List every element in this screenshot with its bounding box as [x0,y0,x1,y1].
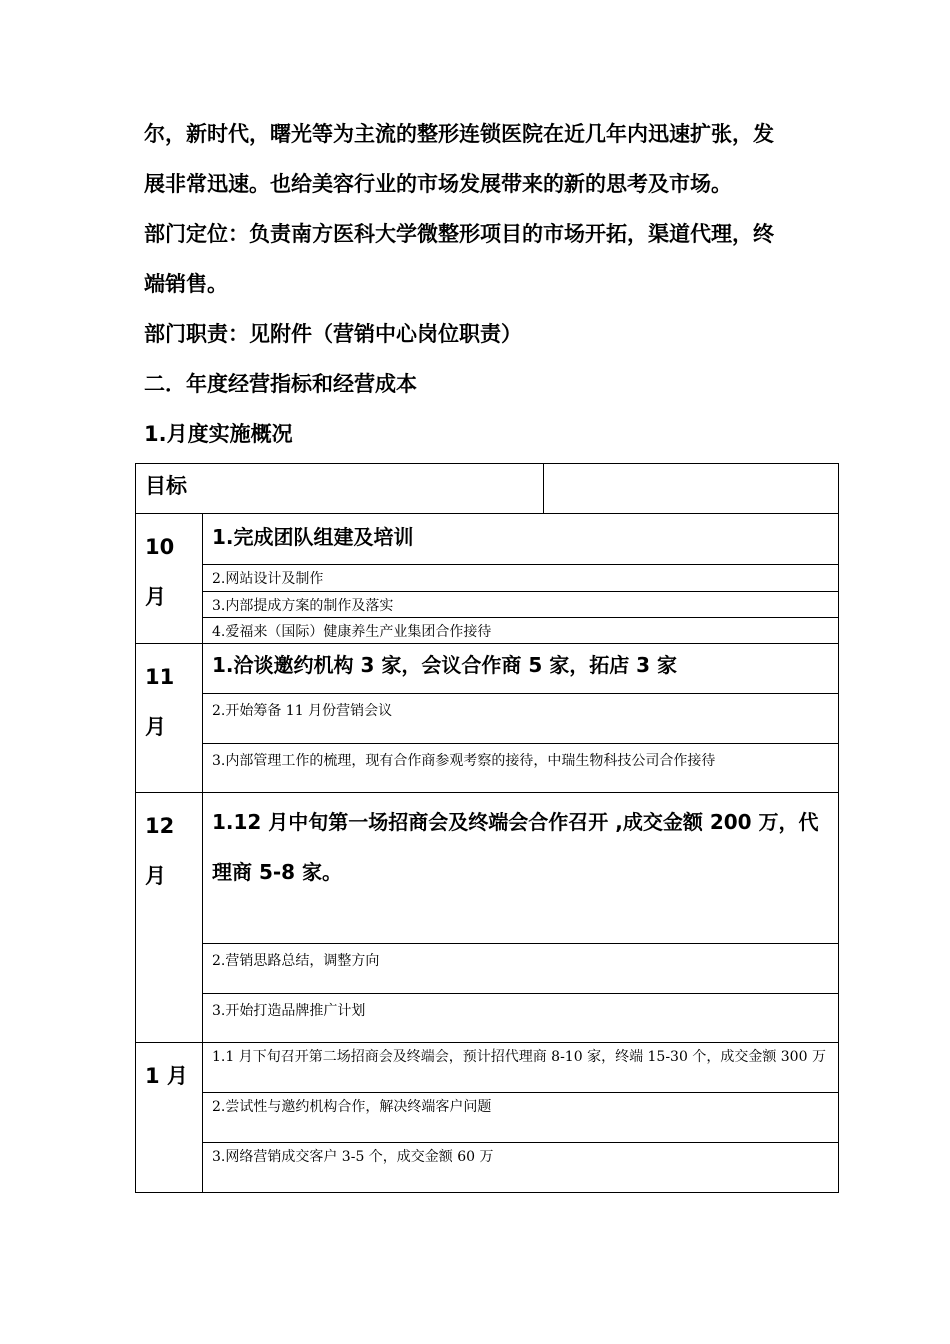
table-row [136,1143,839,1193]
table-row [136,744,839,793]
plan-item: 1.完成团队组建及培训 [203,514,839,565]
plan-item: 1.洽谈邀约机构 3 家，会议合作商 5 家，拓店 3 家 [203,644,839,694]
plan-item: 2.营销思路总结，调整方向 [203,944,839,994]
section-heading: 二．年度经营指标和经营成本 [144,372,417,396]
target-label: 目标 [145,474,187,498]
table-row [136,618,839,644]
plan-item: 2.尝试性与邀约机构合作，解决终端客户问题 [203,1093,839,1143]
plan-item: 1.1 月下旬召开第二场招商会及终端会，预计招代理商 8-10 家，终端 15-30 个，成交金额 300 万 [203,1043,839,1093]
intro-line-1: 尔，新时代，曙光等为主流的整形连锁医院在近几年内迅速扩张，发 [144,122,774,146]
plan-item: 2.网站设计及制作 [203,565,839,592]
month-cell-november [136,644,203,793]
table-row [136,565,839,592]
month-number: 12 [145,814,175,838]
table-row [136,514,839,565]
table-row [136,793,839,944]
month-number: 1 月 [145,1064,188,1088]
table-row [136,944,839,994]
plan-item: 3.开始打造品牌推广计划 [203,994,839,1043]
plan-item: 3.内部管理工作的梳理，现有合作商参观考察的接待，中瑞生物科技公司合作接待 [203,744,839,793]
month-unit: 月 [145,864,166,888]
plan-item: 1.12 月中旬第一场招商会及终端会合作召开 ,成交金额 200 万，代理商 5-8 家。 [203,793,839,944]
table-row [136,644,839,694]
month-number: 11 [145,665,175,689]
plan-item: 3.网络营销成交客户 3-5 个，成交金额 60 万 [203,1143,839,1193]
dept-duties: 部门职责：见附件（营销中心岗位职责） [144,322,522,346]
table-row [136,994,839,1043]
subsection-heading: 1.月度实施概况 [144,422,293,446]
month-cell-december [136,793,203,1043]
month-unit: 月 [145,585,166,609]
plan-item: 4.爱福来（国际）健康养生产业集团合作接待 [203,618,839,644]
target-header-cell [136,464,544,514]
table-row [136,592,839,618]
dept-position-line-1: 部门定位：负责南方医科大学微整形项目的市场开拓，渠道代理，终 [144,222,774,246]
month-cell-january [136,1043,203,1193]
month-cell-october [136,514,203,644]
table-row [136,694,839,744]
table-row [136,1043,839,1093]
table-row [136,1093,839,1143]
month-unit: 月 [145,715,166,739]
plan-item: 3.内部提成方案的制作及落实 [203,592,839,618]
empty-header-cell [544,464,839,514]
dept-position-line-2: 端销售。 [144,272,228,296]
intro-line-2: 展非常迅速。也给美容行业的市场发展带来的新的思考及市场。 [144,172,732,196]
month-number: 10 [145,535,175,559]
monthly-plan-table [135,463,839,1193]
plan-item: 2.开始筹备 11 月份营销会议 [203,694,839,744]
table-header-row [136,464,839,514]
